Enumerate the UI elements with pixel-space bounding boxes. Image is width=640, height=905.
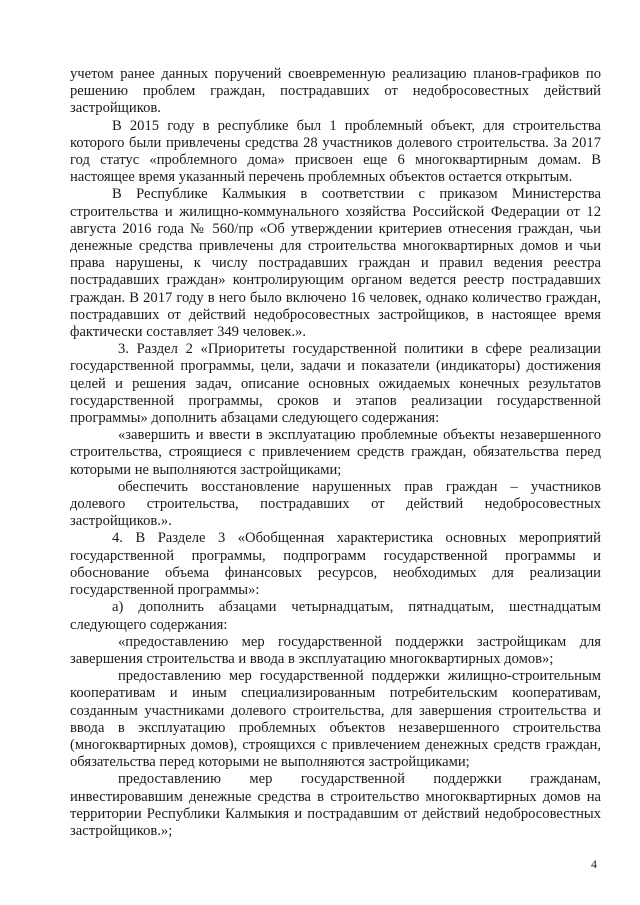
paragraph-kalmykia-registry: В Республике Калмыкия в соответствии с приказом Министерства строительства и жилищно-коммунального хозяйства Российской Федерации от 12 августа 2016 года № 560/пр «Об утверждении критериев отнесения граждан, чьи денежные средства привлечены для строительства многоквартирных домов и чьи права нарушены, к числу пострадавших граждан и правил ведения реестра пострадавших граждан» контролирующим органом ведется реестр пострадавших граждан. В 2017 году в него было включено 16 человек, однако количество граждан, пострадавших от действий недобросовестных застройщиков, в настоящее время фактически составляет 349 человек.». [70, 186, 601, 341]
paragraph-quote-complete-objects: «завершить и ввести в эксплуатацию проблемные объекты незавершенного строительства, строящиеся с привлечением средств граждан, обязательства перед которыми не выполняются застройщиками; [70, 427, 601, 478]
paragraph-subitem-a: а) дополнить абзацами четырнадцатым, пятнадцатым, шестнадцатым следующего содержания: [70, 599, 601, 633]
paragraph-problem-objects-2015: В 2015 году в республике был 1 проблемный объект, для строительства которого были привлечены средства 28 участников долевого строительства. За 2017 год статус «проблемного дома» присвоен еще 6 многоквартирным домам. В настоящее время указанный перечень проблемных объектов остается открытым. [70, 117, 601, 186]
paragraph-item-4-section-3: 4. В Разделе 3 «Обобщенная характеристика основных мероприятий государственной программы, подпрограмм государственной программы и обоснование объема финансовых ресурсов, необходимых для реализации государственной программы»: [70, 530, 601, 599]
paragraph-restore-rights: обеспечить восстановление нарушенных прав граждан – участников долевого строительства, пострадавших от действий недобросовестных застройщиков.». [70, 478, 601, 530]
paragraph-support-citizens: предоставлению мер государственной поддержки гражданам, инвестировавшим денежные средства в строительство многоквартирных домов на территории Республики Калмыкия и пострадавшим от действий недобросовестных застройщиков.»; [70, 771, 601, 839]
paragraph-support-cooperatives: предоставлению мер государственной поддержки жилищно-строительным кооперативам и иным специализированным потребительским кооперативам, созданным участниками долевого строительства, для завершения строительства и ввода в эксплуатацию проблемных объектов незавершенного строительства (многоквартирных домов), строящихся с привлечением денежных средств граждан, обязательства перед которыми не выполняются застройщиками; [70, 668, 601, 771]
paragraph-support-developers: «предоставлению мер государственной поддержки застройщикам для завершения строительства и ввода в эксплуатацию многоквартирных домов»; [70, 633, 601, 667]
document-body [70, 66, 601, 840]
paragraph-item-3-section-2: 3. Раздел 2 «Приоритеты государственной политики в сфере реализации государственной программы, цели, задачи и показатели (индикаторы) достижения целей и решения задач, описание основных ожидаемых конечных результатов государственной программы, сроков и этапов реализации государственной программы» дополнить абзацами следующего содержания: [70, 341, 601, 427]
page-number: 4 [591, 857, 597, 871]
paragraph-continuation: учетом ранее данных поручений своевременную реализацию планов-графиков по решению проблем граждан, пострадавших от недобросовестных действий застройщиков. [70, 66, 601, 117]
